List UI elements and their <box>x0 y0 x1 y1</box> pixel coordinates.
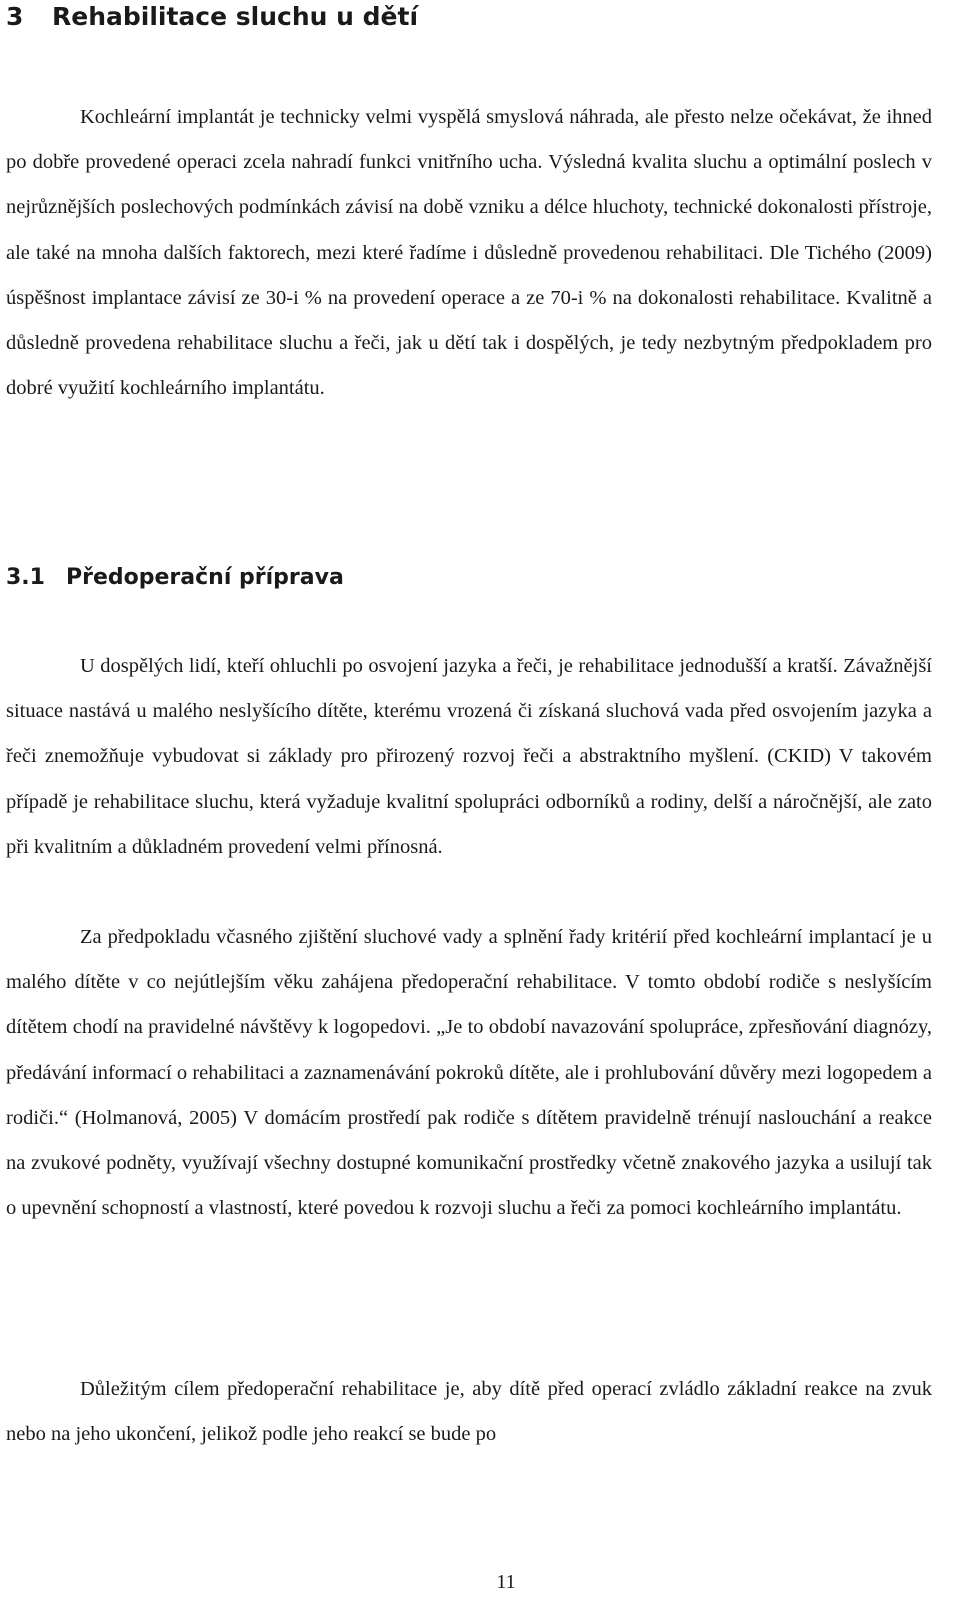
section-paragraph-2: Za předpokladu včasného zjištění sluchové vady a splnění řady kritérií před kochleární implantací je u malého dítěte v co nejútlejším věku zahájena předoperační rehabilitace. V tomto období rodiče s neslyšícím dítětem chodí na pravidelné návštěvy k logopedovi. „Je to období navazování spolupráce, zpřesňování diagnózy, předávání informací o rehabilitaci a zaznamenávání pokroků dítěte, ale i prohlubování důvěry mezi logopedem a rodiči.“ (Holmanová, 2005) V domácím prostředí pak rodiče s dítětem pravidelně trénují naslouchání a reakce na zvukové podněty, využívají všechny dostupné komunikační prostředky včetně znakového jazyka a usilují tak o upevnění schopností a vlastností, které povedou k rozvoji sluchu a řeči za pomoci kochleárního implantátu. <box>6 926 932 1220</box>
chapter-title: Rehabilitace sluchu u dětí <box>52 2 419 31</box>
section-number: 3.1 <box>6 565 45 590</box>
section-heading <box>6 560 344 596</box>
page-number: 11 <box>496 1571 516 1593</box>
chapter-number: 3 <box>6 2 24 31</box>
section-paragraph-1: U dospělých lidí, kteří ohluchli po osvojení jazyka a řeči, je rehabilitace jednodušší a kratší. Závažnější situace nastává u malého neslyšícího dítěte, kterému vrozená či získaná sluchová vada před osvojením jazyka a řeči znemožňuje vybudovat si základy pro přirozený rozvoj řeči a abstraktního myšlení. (CKID) V takovém případě je rehabilitace sluchu, která vyžaduje kvalitní spolupráci odborníků a rodiny, delší a náročnější, ale zato při kvalitním a důkladném provedení velmi přínosná. <box>6 655 932 858</box>
section-title: Předoperační příprava <box>66 565 344 590</box>
section-paragraph-3: Důležitým cílem předoperační rehabilitace je, aby dítě před operací zvládlo základní reakce na zvuk nebo na jeho ukončení, jelikož podle jeho reakcí se bude po <box>6 1378 932 1446</box>
chapter-heading <box>6 0 418 34</box>
intro-paragraph: Kochleární implantát je technicky velmi vyspělá smyslová náhrada, ale přesto nelze očekávat, že ihned po dobře provedené operaci zcela nahradí funkci vnitřního ucha. Výsledná kvalita sluchu a optimální poslech v nejrůznějších poslechových podmínkách závisí na době vzniku a délce hluchoty, technické dokonalosti přístroje, ale také na mnoha dalších faktorech, mezi které řadíme i důsledně provedenou rehabilitaci. Dle Tichého (2009) úspěšnost implantace závisí ze 30-i % na provedení operace a ze 70-i % na dokonalosti rehabilitace. Kvalitně a důsledně provedena rehabilitace sluchu a řeči, jak u dětí tak i dospělých, je tedy nezbytným předpokladem pro dobré využití kochleárního implantátu. <box>6 106 932 400</box>
